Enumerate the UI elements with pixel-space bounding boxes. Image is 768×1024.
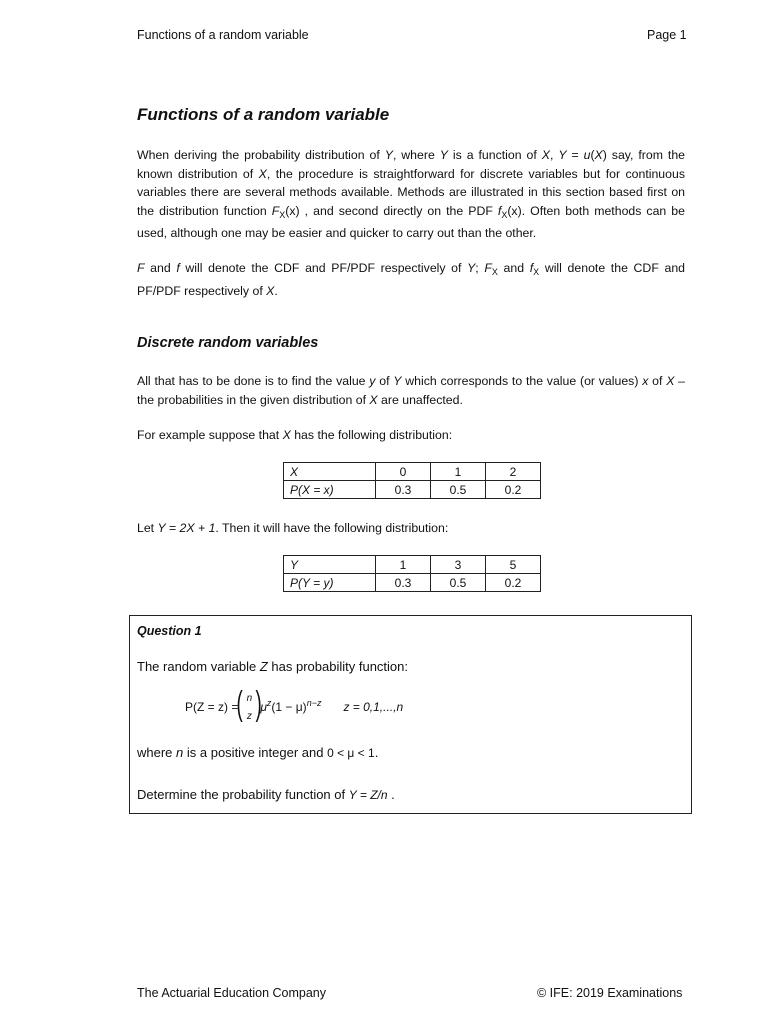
notation-paragraph: F and f will denote the CDF and PF/PDF respectively of Y; $F_X$ and $f_X$ will denote the CDF and PF/PDF respectively of X. xyxy=(137,261,685,298)
table-cell: P(X = x) xyxy=(284,481,376,499)
question-line-1: The random variable Z has probability function: xyxy=(137,659,408,674)
table-cell: 1 xyxy=(376,556,431,574)
table-cell: 0.2 xyxy=(486,574,541,592)
page-title: Functions of a random variable xyxy=(137,105,390,124)
section-heading: Discrete random variables xyxy=(137,335,319,351)
table-cell: 0.5 xyxy=(431,481,486,499)
table-cell: 0.3 xyxy=(376,574,431,592)
running-header-title: Functions of a random variable xyxy=(137,28,309,42)
question-line-3: Determine the probability function of Y = Z/n . xyxy=(137,787,395,802)
question-line-2: where n is a positive integer and 0 < μ < 1. xyxy=(137,745,379,760)
discrete-paragraph: All that has to be done is to find the value y of Y which corresponds to the value (or values) x of X – the probabilities in the given distribution of X are unaffected. xyxy=(137,374,686,407)
table-cell: 1 xyxy=(431,463,486,481)
binomial-coefficient: ( n z ) xyxy=(236,685,262,723)
table-row xyxy=(284,556,541,574)
table-cell: Y xyxy=(284,556,376,574)
table-cell: X xyxy=(284,463,376,481)
table-cell: P(Y = y) xyxy=(284,574,376,592)
footer-publisher: The Actuarial Education Company xyxy=(137,986,326,1000)
table-cell: 0.3 xyxy=(376,481,431,499)
transform-paragraph: Let Y = 2X + 1. Then it will have the following distribution: xyxy=(137,521,449,535)
distribution-table-y xyxy=(283,555,541,592)
table-cell: 0 xyxy=(376,463,431,481)
table-row xyxy=(284,481,541,499)
table-row xyxy=(284,574,541,592)
footer-copyright: © IFE: 2019 Examinations xyxy=(537,986,683,1000)
distribution-table-x xyxy=(283,462,541,499)
table-row xyxy=(284,463,541,481)
table-cell: 0.5 xyxy=(431,574,486,592)
page-number: Page 1 xyxy=(647,28,687,42)
intro-paragraph: When deriving the probability distribution of Y, where Y is a function of X, Y = u(X) say, from the known distribution of X, the procedure is straightforward for discrete variables but for continuous variables there are several methods available. Methods are illustrated in this section based first on the distribution function $F_X(x)$ , and second directly on the PDF $f_X(x)$. Often both methods can be used, although one may be easier and quicker to carry out than the other. xyxy=(137,148,686,241)
table-cell: 0.2 xyxy=(486,481,541,499)
question-title: Question 1 xyxy=(137,624,202,638)
table-cell: 3 xyxy=(431,556,486,574)
table-cell: 5 xyxy=(486,556,541,574)
table-cell: 2 xyxy=(486,463,541,481)
example-paragraph: For example suppose that X has the following distribution: xyxy=(137,428,453,442)
probability-formula: P(Z = z) = ( n z ) $\mu^z(1 - \mu)^{n-z}$ z = 0,1,...,n xyxy=(185,690,403,726)
